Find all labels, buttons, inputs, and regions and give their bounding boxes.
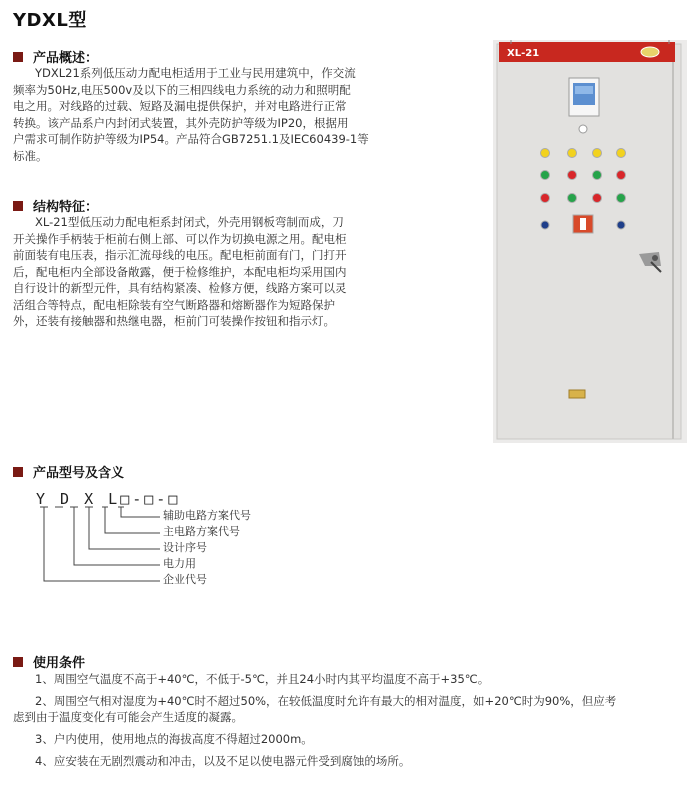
condition-item: 2、周围空气相对湿度为+40℃时不超过50%，在较低温度时允许有最大的相对温度，如+20℃时为90%，但应考 [35,694,617,708]
model-labels [163,508,251,588]
condition-item: 虑到由于温度变化有可能会产生适度的凝露。 [13,710,243,724]
model-heading: 产品型号及含义 [33,466,125,481]
structure-line: 外，还装有接触器和热继电器，柜前门可装操作按钮和指示灯。 [13,314,335,328]
conditions-list [13,671,693,775]
overview-heading: 产品概述： [33,51,99,66]
model-label: 设计序号 [163,541,207,554]
structure-line: 活组合等特点，配电柜除装有空气断路器和熔断器作为短路保护 [13,297,335,312]
overview-text [13,65,383,164]
structure-line: 前面装有电压表，指示汇流母线的电压。配电柜前面有门，门打开 [13,248,347,262]
structure-text [13,214,383,330]
condition-item: 3、户内使用，使用地点的海拔高度不得超过2000m。 [35,732,313,746]
model-label: 辅助电路方案代号 [163,509,251,522]
overview-line: 户需求可制作防护等级为IP54。产品符合GB7251.1及IEC60439-1等 [13,132,369,146]
overview-line: 转换。该产品系户内封闭式装置，其外壳防护等级为IP20，根据用 [13,115,349,130]
model-label: 电力用 [163,557,196,570]
cabinet-image [493,40,687,443]
section-bullet-icon [13,52,23,62]
cabinet-label: XL-21 [507,48,540,59]
overview-line: 电之用。对线路的过载、短路及漏电提供保护，并对电路进行正常 [13,99,347,113]
condition-item: 4、应安装在无剧烈震动和冲击，以及不足以使电器元件受到腐蚀的场所。 [35,754,411,768]
structure-line: 自行设计的新型元件，具有结构紧凑、检修方便，线路方案可以灵 [13,281,347,295]
section-bullet-icon [13,657,23,667]
structure-line: 开关操作手柄装于柜前右侧上部、可以作为切换电源之用。配电柜 [13,231,347,246]
structure-line: XL-21型低压动力配电柜系封闭式，外壳用钢板弯制而成，刀 [35,215,344,229]
overview-line: YDXL21系列低压动力配电柜适用于工业与民用建筑中，作交流 [35,66,356,80]
conditions-heading-row [13,652,85,671]
structure-heading-row [13,196,98,215]
nameplate-icon [569,390,585,398]
model-label: 主电路方案代号 [163,525,240,538]
conditions-heading: 使用条件 [33,656,86,671]
overview-line: 标准。 [13,148,48,163]
section-bullet-icon [13,467,23,477]
overview-line: 频率为50Hz,电压500v及以下的三相四线电力系统的动力和照明配 [13,82,351,97]
model-label: 企业代号 [163,573,207,586]
section-bullet-icon [13,201,23,211]
condition-item: 1、周围空气温度不高于+40℃，不低于-5℃，并且24小时内其平均温度不高于+35℃。 [35,672,490,686]
page-title: YDXL型 [13,10,87,31]
structure-line: 后，配电柜内全部设备敞露，便于检修维护，本配电柜均采用国内 [13,264,347,279]
model-code: Y D X L□-□-□ [36,490,181,508]
structure-heading: 结构特征： [33,200,99,215]
model-heading-row [13,462,124,481]
overview-heading-row [13,47,98,66]
